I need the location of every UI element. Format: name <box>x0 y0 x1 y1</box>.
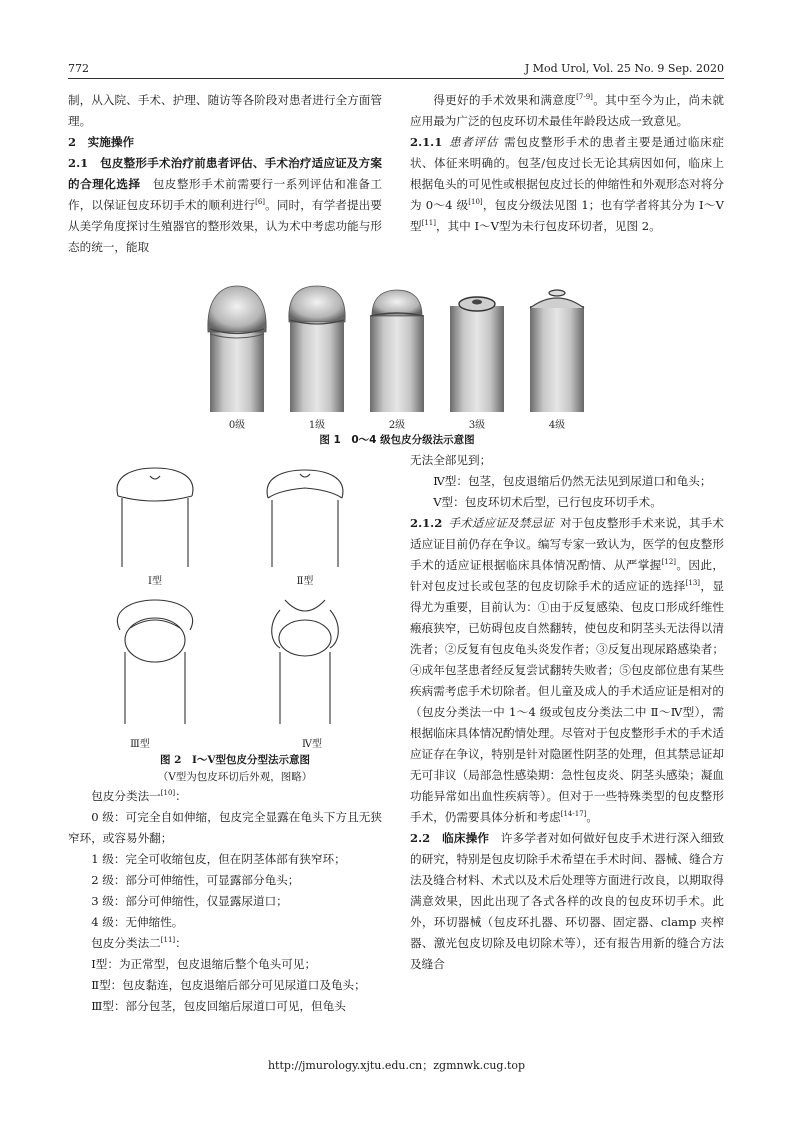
section-2-heading: 2 实施操作 <box>68 135 135 149</box>
citation: [13] <box>685 579 701 588</box>
paragraph-text-cont: 。其中至今为止，尚未就应用最为广泛的包皮环切术最佳年龄段达成一致意见。 <box>410 93 724 128</box>
grade-label: 2级 <box>388 420 406 431</box>
type-label: Ⅰ型 <box>148 576 162 587</box>
classification-1-heading <box>68 786 382 807</box>
classification-item: Ⅲ型：部分包茎，包皮回缩后尿道口可见，但龟头 <box>91 999 346 1013</box>
section-2-1-1-text: 需包皮整形手术的患者主要是通过临床症状、体征来明确的。包茎/包皮过长无论其病因如何，临床上根据龟头的可见性或根据包皮过长的伸缩性和外观形态对将分为 0～4 级 <box>410 135 724 212</box>
citation: [10] <box>160 789 176 798</box>
section-2-1-1-paragraph <box>410 132 724 237</box>
grade-label: 4级 <box>548 420 566 431</box>
type-label: Ⅱ型 <box>296 576 314 587</box>
citation: [11] <box>421 219 436 228</box>
grade-3-drawing <box>450 297 504 412</box>
figure-1-caption: 图 1 0～4 级包皮分级法示意图 <box>319 434 475 446</box>
citation: [11] <box>160 936 176 945</box>
section-2-1-2-paragraph <box>410 513 724 828</box>
section-2-1-2-text-c: ，显得尤为重要，目前认为：①由于反复感染、包皮口形成纤维性瘢痕狭窄，已妨碍包皮自然翻转，使包皮和阴茎头无法得以清洗者；②反复有包皮龟头炎发作者；③反复出现尿路感染者；④成年包茎患者经反复尝试翻转失败者；⑤包皮部位患有某些疾病需考虑手术切除者。但儿童及成人的手术适应证是相对的（包皮分类法一中 1～4 级或包皮分类法二中 Ⅱ～Ⅳ型），需根据临床具体情况酌情处理。尽管对于包皮整形手术的手术适应证存在争议，特别是针对隐匿性阴茎的处理，但其禁忌证却无可非议（局部急性感染期：急性包皮炎、阴茎头感染；凝血功能异常如出血性疾病等）。但对于一些特殊类型的包皮整形手术，仍需要具体分析和考虑 <box>410 579 724 824</box>
section-2-1-1-number: 2.1.1 <box>410 135 443 149</box>
classification-item: Ⅳ型：包茎，包皮退缩后仍然无法见到尿道口和龟头； <box>433 474 712 488</box>
section-2-2-title: 临床操作 <box>442 831 490 845</box>
type-4-drawing <box>272 600 339 724</box>
running-header <box>68 60 724 79</box>
footer-url: http://jmurology.xjtu.edu.cn；zgmnwk.cug.top <box>267 1059 526 1072</box>
punct: ： <box>175 789 187 803</box>
type-1-drawing <box>117 468 193 567</box>
section-2-2-number: 2.2 <box>410 831 431 845</box>
grade-label: 1级 <box>308 420 326 431</box>
left-column-top <box>68 90 382 258</box>
type-label: Ⅲ型 <box>130 739 150 750</box>
grade-2-drawing <box>370 290 424 412</box>
classification-item: Ⅰ型：为正常型，包皮退缩后整个龟头可见； <box>91 957 317 971</box>
type-2-drawing <box>267 470 343 567</box>
section-2-1-2-text-b: 。因此，针对包皮过长或包茎的包皮切除手术的适应证的选择 <box>410 558 724 593</box>
grade-0-drawing <box>208 286 266 412</box>
section-2-1-heading: 2.1 包皮整形手术治疗前患者评估、手术治疗适应证及方案的合理化选择 <box>68 156 382 191</box>
section-2-1-1-text-b: ，包皮分级法见图 1；也有学者将其分为 Ⅰ～Ⅴ型 <box>410 198 725 233</box>
grade-4-drawing <box>530 290 584 412</box>
citation: [10] <box>468 198 483 207</box>
type-label: Ⅳ型 <box>302 739 322 750</box>
section-2-1-2-title: 手术适应证及禁忌证 <box>448 516 554 530</box>
classification-item: 1 级：完全可收缩包皮，但在阴茎体部有狭窄环； <box>91 852 346 866</box>
figure-2-illustration <box>80 462 390 752</box>
journal-citation: J Mod Urol, Vol. 25 No. 9 Sep. 2020 <box>524 62 724 75</box>
grade-label: 3级 <box>468 420 486 431</box>
section-2-2-text: 许多学者对如何做好包皮手术进行深入细致的研究，特别是包皮切除手术希望在手术时间、器械、缝合方法及缝合材料、术式以及术后处理等方面进行改良，以期取得满意效果，因此出现了各式各样的改良的包皮环切手术。此外，环切器械（包皮环扎器、环切器、固定器、clamp 夹榨器、激光包皮切除及电切除术等），还有报告用新的缝合方法及缝合 <box>410 831 724 971</box>
classification-title: 包皮分类法一 <box>91 789 161 803</box>
section-2-1-2-text-d: 。 <box>586 810 598 824</box>
figure-2-subcaption: （Ⅴ型为包皮环切后外观，图略） <box>157 771 313 783</box>
section-2-2-heading <box>410 831 489 845</box>
citation: [12] <box>661 558 677 567</box>
figure-2-caption: 图 2 Ⅰ～Ⅴ型包皮分型法示意图 <box>159 754 311 766</box>
section-2-1-text: 包皮整形手术前需要行一系列评估和准备工作，以保证包皮环切手术的顺利进行 <box>68 177 382 212</box>
grade-label: 0级 <box>228 420 246 431</box>
classification-item: Ⅴ型：包皮环切术后型，已行包皮环切手术。 <box>433 495 662 509</box>
classification-item: 4 级：无伸缩性。 <box>91 915 184 929</box>
classification-item: Ⅱ型：包皮黏连，包皮退缩后部分可见尿道口及龟头； <box>91 978 366 992</box>
section-2-1-2-number: 2.1.2 <box>410 516 443 530</box>
classification-title: 包皮分类法二 <box>91 936 161 950</box>
left-column-bottom <box>68 786 382 1017</box>
citation: [7-9] <box>576 93 593 102</box>
classification-item: 2 级：部分可伸缩性，可显露部分龟头； <box>91 873 300 887</box>
classification-item: 3 级：部分可伸缩性，仅显露尿道口； <box>91 894 288 908</box>
section-2-1-1-text-c: ，其中 Ⅰ～Ⅴ型为未行包皮环切者，见图 2。 <box>435 219 661 233</box>
citation: [6] <box>255 198 266 207</box>
classification-2-heading <box>68 933 382 954</box>
paragraph-text: 得更好的手术效果和满意度 <box>433 93 577 107</box>
paragraph-continued: 无法全部见到； <box>410 453 492 467</box>
section-2-2-paragraph <box>410 828 724 975</box>
type-3-drawing <box>117 600 192 724</box>
page-number: 772 <box>68 62 89 75</box>
right-column-top <box>410 90 724 237</box>
citation: [14-17] <box>560 810 587 819</box>
figure-1-illustration <box>198 282 596 432</box>
section-2-1-text-cont: 。同时，有学者提出要从美学角度探讨生殖器官的整形效果，认为术中考虑功能与形态的统一，能取 <box>68 198 382 254</box>
section-2-1-1-title: 患者评估 <box>448 135 498 149</box>
paragraph-continued: 制，从入院、手术、护理、随访等各阶段对患者进行全方面管理。 <box>68 93 382 128</box>
grade-1-drawing <box>289 286 345 412</box>
section-2-1-paragraph <box>68 153 382 258</box>
section-2-1-2-text: 对于包皮整形手术来说，其手术适应证目前仍存在争议。编写专家一致认为，医学的包皮整形手术的适应证根据临床具体情况酌情、从严掌握 <box>410 516 724 572</box>
classification-item: 0 级：可完全自如伸缩，包皮完全显露在龟头下方且无狭窄环，或容易外翻； <box>68 810 382 845</box>
punct: ： <box>175 936 187 950</box>
paragraph-age <box>410 90 724 132</box>
right-column-bottom <box>410 450 724 975</box>
